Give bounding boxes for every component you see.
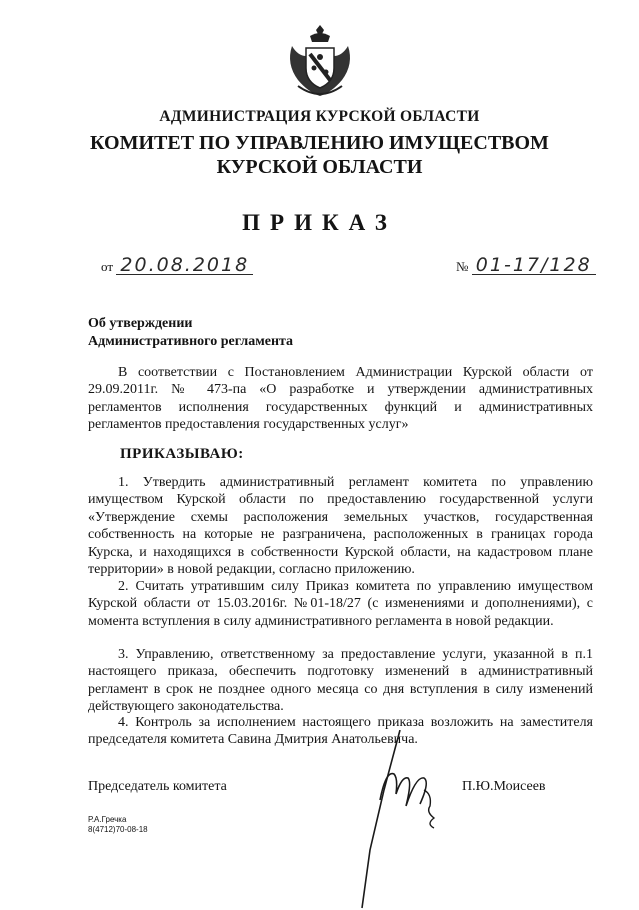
handwritten-date: 20.08.2018 [116,256,253,275]
subject-line1: Об утверждении [88,316,193,331]
date-prefix: от [101,259,114,274]
committee-heading [0,131,639,179]
coat-of-arms-icon [284,24,356,100]
executor-name: Р.А.Гречка [88,815,127,824]
executor-info [88,815,148,835]
subject-block [88,315,293,351]
committee-heading-line2: КУРСКОЙ ОБЛАСТИ [216,156,423,178]
order-item-1: 1. Утвердить административный регламент комитета по управлению имуществом Курской области по предоставлению государственной услуги «Утверждение схемы расположения земельных участков, государственная собственность на которые не разграничена, расположенных в границах города Курска, и находящихся в собственности Курской области, на кадастровом плане территории» в новой редакции, согласно приложению. [88,475,593,578]
date-field [101,256,253,275]
order-item-2: 2. Считать утратившим силу Приказ комитета по управлению имуществом Курской области от 15.03.2016г. №01-18/27 (с изменениями и дополнениями), с момента вступления в силу административного регламента в новой редакции. [88,579,593,629]
number-field [456,256,596,275]
executor-phone: 8(4712)70-08-18 [88,825,148,834]
order-word: ПРИКАЗЫВАЮ: [120,446,244,462]
signatory-name: П.Ю.Моисеев [462,779,546,794]
signatory-role: Председатель комитета [88,779,227,794]
administration-heading: АДМИНИСТРАЦИЯ КУРСКОЙ ОБЛАСТИ [159,108,480,125]
handwritten-number: 01-17/128 [472,256,596,275]
order-item-3: 3. Управлению, ответственному за предоставление услуги, указанной в п.1 настоящего приказа, обеспечить подготовку изменений в административный регламент в срок не позднее одного месяца со дня вступления в силу изменений действующего законодательства. [88,647,593,715]
subject-line2: Административного регламента [88,334,294,349]
number-prefix: № [456,259,469,274]
order-item-4: 4. Контроль за исполнением настоящего приказа возложить на заместителя председателя комитета Савина Дмитрия Анатольевича. [88,715,593,748]
document-type-title: ПРИКАЗ [242,210,397,235]
committee-heading-line1: КОМИТЕТ ПО УПРАВЛЕНИЮ ИМУЩЕСТВОМ [90,132,549,154]
preamble-paragraph: В соответствии с Постановлением Администрации Курской области от 29.09.2011г. № 473-па «О разработке и утверждении административных регламентов исполнения государственных функций и административных регламентов предоставления государственных услуг» [88,365,593,433]
handwritten-signature [340,730,460,910]
